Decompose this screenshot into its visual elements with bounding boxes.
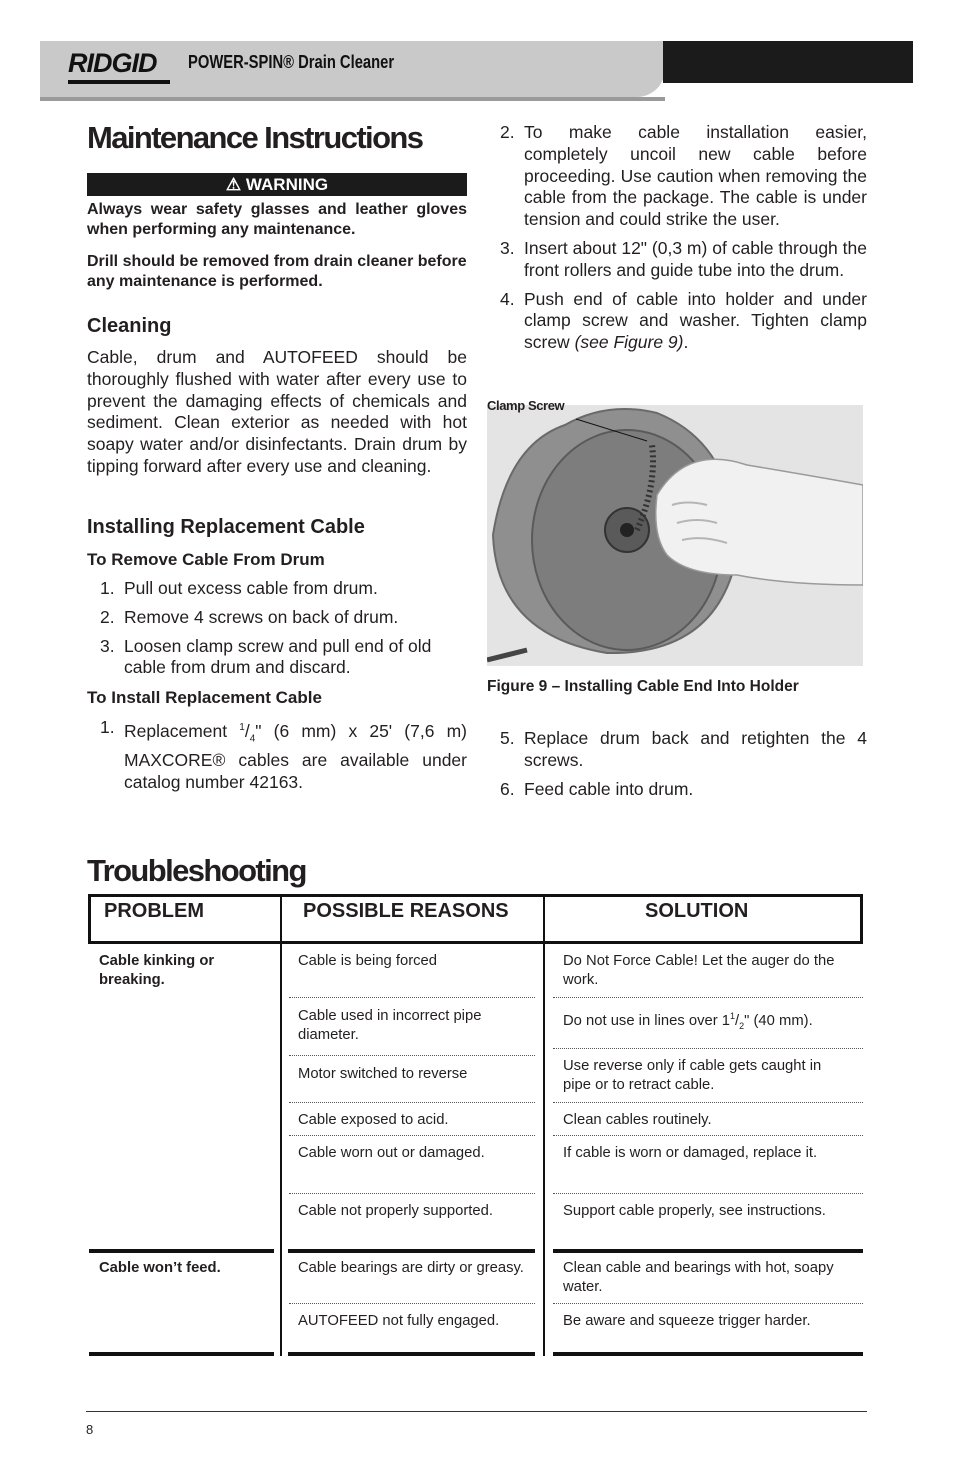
solution-cell: Clean cables routinely. [563, 1112, 712, 1128]
problem-cell: Cable won’t feed. [99, 1260, 221, 1276]
solution-cell: Clean cable and bearings with hot, soapy water. [563, 1260, 834, 1295]
reason-cell: Cable exposed to acid. [298, 1112, 449, 1128]
row-separator [289, 1193, 535, 1194]
ridgid-logo: RIDGID [68, 48, 157, 78]
drum-illustration [487, 405, 863, 666]
row-separator [553, 997, 863, 998]
cleaning-text: Cable, drum and AUTOFEED should be thoroughly flushed with water after every use to prevent the damaging effects of chemicals and sediment. Clean exterior as needed with hot soapy water and/or disinfectants. Drain drum by tipping forward after every use and cleaning. [87, 347, 467, 476]
group-separator [288, 1249, 535, 1253]
install-subheading: To Install Replacement Cable [87, 688, 322, 707]
header-divider [543, 894, 545, 944]
group-separator [553, 1249, 863, 1253]
page-number: 8 [86, 1422, 94, 1437]
warning-triangle-icon: ⚠ [225, 175, 242, 194]
header-solution: SOLUTION [645, 900, 749, 922]
product-title: POWER-SPIN® Drain Cleaner [188, 52, 395, 72]
column-divider [543, 944, 545, 1356]
warning-label: WARNING [245, 175, 329, 194]
group-separator [89, 1249, 274, 1253]
list-item: 3. Insert about 12" (0,3 m) of cable through the front rollers and guide tube into the drum. [500, 237, 867, 280]
remove-subheading: To Remove Cable From Drum [87, 550, 325, 569]
install-heading: Installing Replacement Cable [87, 516, 365, 538]
row-separator [553, 1193, 863, 1194]
row-separator [289, 1055, 535, 1056]
list-item: 5. Replace drum back and retighten the 4 screws. [500, 728, 867, 770]
solution-cell: If cable is worn or damaged, replace it. [563, 1145, 818, 1161]
list-item: 3. Loosen clamp screw and pull end of old cable from drum and discard. [100, 635, 432, 678]
troubleshooting-title: Troubleshooting [87, 853, 306, 888]
solution-cell: Do not use in lines over $1^1/_2$" (40 mm). [563, 1011, 813, 1031]
solution-cell: Do Not Force Cable! Let the auger do the work. [563, 953, 835, 988]
table-bottom-rule [553, 1352, 863, 1356]
problem-cell: Cable kinking or breaking. [99, 953, 215, 988]
reason-cell: Cable used in incorrect pipe diameter. [298, 1008, 482, 1043]
row-separator [553, 1102, 863, 1103]
header-divider [280, 894, 282, 944]
install-steps-after [487, 728, 867, 800]
row-separator [289, 997, 535, 998]
logo-underline [68, 80, 170, 84]
warning-bar [87, 173, 467, 196]
figure-9-photo [487, 405, 863, 666]
table-bottom-rule [89, 1352, 274, 1356]
clamp-screw-label: Clamp Screw [487, 398, 565, 413]
list-item: 2. To make cable installation easier, completely uncoil new cable before proceeding. Use caution when removing the cable from the package. The cable is under tension and could strike the user. [500, 122, 867, 230]
list-item: 1. Pull out excess cable from drum. [100, 578, 378, 598]
figure-caption: Figure 9 – Installing Cable End Into Holder [487, 678, 799, 695]
reason-cell: Cable bearings are dirty or greasy. [298, 1260, 524, 1276]
list-item: 1. Replacement $^1/_4$" (6 mm) x 25' (7,6 m) MAXCORE® cables are available under catalog number 42163. [100, 717, 467, 792]
maintenance-title: Maintenance Instructions [87, 120, 423, 155]
list-item: 4. Push end of cable into holder and under clamp screw and washer. Tighten clamp screw (see Figure 9). [500, 288, 867, 353]
row-separator [289, 1102, 535, 1103]
list-item: 2. Remove 4 screws on back of drum. [100, 606, 399, 627]
row-separator [289, 1135, 535, 1136]
install-steps-left [87, 717, 467, 794]
reason-cell: Cable worn out or damaged. [298, 1145, 485, 1161]
row-separator [553, 1048, 863, 1049]
solution-cell: Be aware and squeeze trigger harder. [563, 1313, 811, 1329]
table-bottom-rule [288, 1352, 535, 1356]
column-divider [280, 944, 282, 1356]
list-item: 6. Feed cable into drum. [500, 778, 694, 799]
row-separator [289, 1303, 535, 1304]
remove-steps [87, 578, 467, 679]
warning-text-2: Drill should be removed from drain cleaner before any maintenance is performed. [87, 253, 467, 290]
row-separator [553, 1303, 863, 1304]
header-black-tab [663, 41, 913, 83]
warning-text-1: Always wear safety glasses and leather gloves when performing any maintenance. [87, 201, 467, 238]
header-problem: PROBLEM [104, 900, 204, 922]
solution-cell: Support cable properly, see instructions. [563, 1203, 826, 1219]
cleaning-heading: Cleaning [87, 315, 172, 337]
footer-rule [86, 1411, 867, 1412]
install-steps-right [487, 122, 867, 354]
reason-cell: Cable is being forced [298, 953, 438, 969]
reason-cell: Cable not properly supported. [298, 1203, 493, 1219]
row-separator [553, 1135, 863, 1136]
solution-cell: Use reverse only if cable gets caught in pipe or to retract cable. [563, 1058, 822, 1093]
reason-cell: Motor switched to reverse [298, 1066, 468, 1082]
header-reasons: POSSIBLE REASONS [303, 900, 509, 922]
reason-cell: AUTOFEED not fully engaged. [298, 1313, 500, 1329]
